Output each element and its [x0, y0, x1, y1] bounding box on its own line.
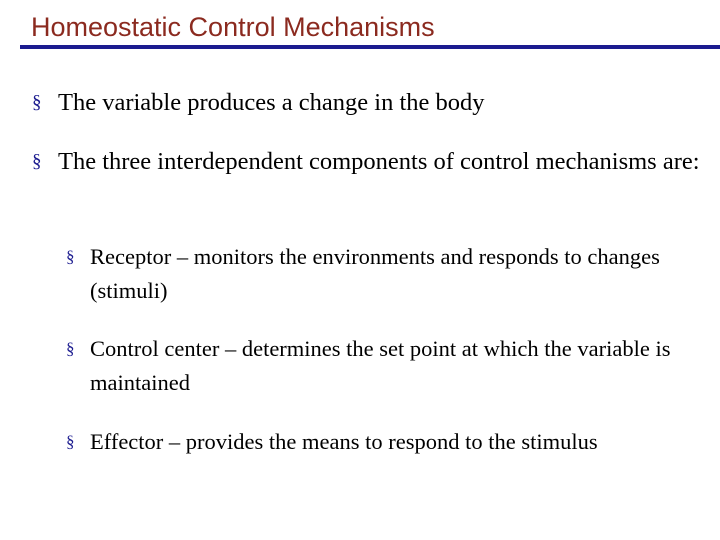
sub-bullet-item	[66, 240, 715, 308]
sub-bullet-item	[66, 425, 715, 459]
bullet-text: The three interdependent components of control mechanisms are:	[58, 148, 700, 175]
bullet-item	[32, 86, 708, 120]
sub-bullet-marker-icon: §	[66, 247, 75, 266]
slide-title: Homeostatic Control Mechanisms	[31, 12, 435, 42]
bullet-marker-icon: §	[32, 92, 42, 113]
bullet-item	[32, 145, 708, 179]
sub-bullet-marker-icon: §	[66, 432, 75, 451]
sub-bullet-text: Control center – determines the set point at which the variable is maintained	[90, 336, 671, 395]
title-underline	[20, 45, 720, 49]
sub-bullet-text: Effector – provides the means to respond to the stimulus	[90, 429, 598, 454]
sub-bullet-text: Receptor – monitors the environments and responds to changes (stimuli)	[90, 244, 660, 303]
sub-bullet-marker-icon: §	[66, 339, 75, 358]
bullet-marker-icon: §	[32, 151, 42, 172]
bullet-text: The variable produces a change in the body	[58, 89, 485, 116]
sub-bullet-item	[66, 332, 715, 400]
